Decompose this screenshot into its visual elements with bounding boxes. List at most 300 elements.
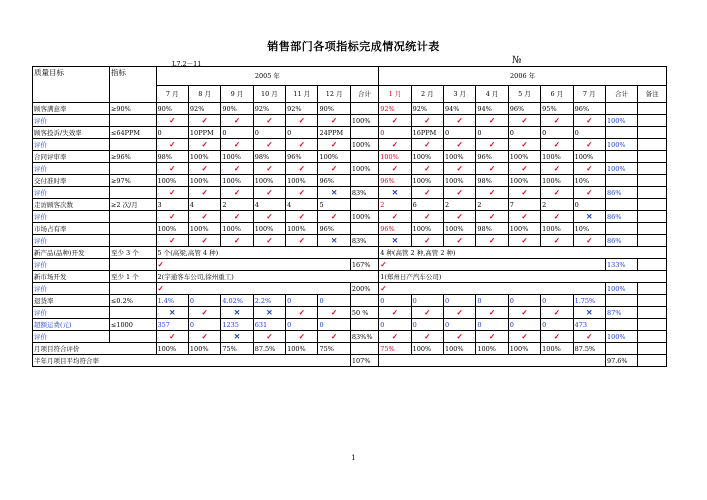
value-cell: 10PPM bbox=[188, 127, 220, 139]
eval-mark bbox=[286, 163, 318, 175]
eval-total: 100% bbox=[605, 115, 637, 127]
value-cell: 2 bbox=[379, 199, 411, 211]
eval-total: 87% bbox=[605, 307, 637, 319]
eval-mark bbox=[379, 187, 411, 199]
check-mark-icon: ✓ bbox=[456, 187, 463, 197]
check-mark-icon: ✓ bbox=[521, 235, 528, 245]
eval-mark bbox=[253, 163, 285, 175]
value-cell: 92% bbox=[253, 103, 285, 115]
evaluation-target bbox=[109, 187, 156, 199]
cross-mark-icon: ✕ bbox=[266, 307, 273, 317]
total-cell bbox=[605, 199, 637, 211]
eval-mark bbox=[508, 139, 540, 151]
eval-mark bbox=[253, 307, 285, 319]
check-mark-icon: ✓ bbox=[298, 139, 305, 149]
check-mark-icon: ✓ bbox=[391, 307, 399, 317]
check-mark-icon: ✓ bbox=[233, 163, 241, 173]
value-cell: 4.02% bbox=[221, 295, 253, 307]
value-cell: 100% bbox=[541, 151, 573, 163]
check-mark-icon: ✓ bbox=[586, 163, 593, 173]
eval-mark bbox=[541, 211, 573, 223]
eval-mark bbox=[379, 259, 606, 271]
check-mark-icon: ✓ bbox=[488, 331, 496, 341]
eval-total: 50 % bbox=[350, 307, 378, 319]
eval-total: 86% bbox=[605, 187, 637, 199]
value-cell: 100% bbox=[508, 151, 540, 163]
total-cell bbox=[350, 103, 378, 115]
check-mark-icon: ✓ bbox=[201, 235, 208, 245]
check-mark-icon: ✓ bbox=[266, 331, 273, 341]
check-mark-icon: ✓ bbox=[201, 115, 208, 125]
metric-row bbox=[33, 199, 667, 211]
eval-mark bbox=[318, 307, 350, 319]
value-cell: 0 bbox=[508, 295, 540, 307]
metric-target: ≥2 次/月 bbox=[109, 199, 156, 211]
value-cell: 100% bbox=[541, 343, 573, 355]
eval-mark bbox=[286, 115, 318, 127]
check-mark-icon: ✓ bbox=[169, 331, 176, 341]
check-mark-icon: ✓ bbox=[586, 115, 593, 125]
check-mark-icon: ✓ bbox=[553, 187, 561, 197]
check-mark-icon: ✓ bbox=[298, 235, 305, 245]
cross-mark-icon: ✕ bbox=[331, 235, 338, 245]
value-cell: 94% bbox=[444, 103, 476, 115]
value-cell: 96% bbox=[318, 223, 350, 235]
metric-name: 顾客满意率 bbox=[33, 103, 110, 115]
value-cell: 100% bbox=[411, 343, 443, 355]
value-cell: 100% bbox=[188, 175, 220, 187]
remark-cell bbox=[638, 187, 667, 199]
eval-total: 133% bbox=[605, 259, 637, 271]
value-cell: 100% bbox=[508, 223, 540, 235]
eval-total: 100% bbox=[350, 163, 378, 175]
eval-mark bbox=[444, 139, 476, 151]
cross-mark-icon: ✕ bbox=[391, 187, 399, 197]
metric-row bbox=[33, 223, 667, 235]
check-mark-icon: ✓ bbox=[298, 115, 305, 125]
evaluation-target bbox=[109, 115, 156, 127]
value-cell: 0 bbox=[573, 127, 605, 139]
value-cell: 2 bbox=[444, 199, 476, 211]
value-cell: 0 bbox=[379, 295, 411, 307]
check-mark-icon: ✓ bbox=[331, 115, 338, 125]
remark-cell bbox=[638, 151, 667, 163]
check-mark-icon: ✓ bbox=[266, 235, 273, 245]
eval-mark bbox=[379, 139, 411, 151]
eval-mark bbox=[253, 211, 285, 223]
remark-cell bbox=[638, 331, 667, 343]
value-cell: 6 bbox=[411, 199, 443, 211]
check-mark-icon: ✓ bbox=[553, 115, 561, 125]
eval-mark bbox=[188, 139, 220, 151]
metric-name: 新市场开发 bbox=[33, 271, 110, 283]
remark-cell bbox=[638, 355, 667, 367]
value-cell: 100% bbox=[188, 151, 220, 163]
eval-mark bbox=[318, 115, 350, 127]
value-cell: 96% bbox=[379, 175, 411, 187]
check-mark-icon: ✓ bbox=[586, 331, 593, 341]
value-cell: 87.5% bbox=[253, 343, 285, 355]
check-mark-icon: ✓ bbox=[424, 115, 431, 125]
metric-target: ≤1000 bbox=[109, 319, 156, 331]
total-cell bbox=[350, 295, 378, 307]
eval-mark bbox=[541, 139, 573, 151]
value-cell: 0 bbox=[318, 295, 350, 307]
check-mark-icon: ✓ bbox=[553, 163, 561, 173]
value-cell: 0 bbox=[156, 127, 188, 139]
value-cell: 2.2% bbox=[253, 295, 285, 307]
eval-mark bbox=[508, 163, 540, 175]
half-year-blank bbox=[379, 355, 606, 367]
check-mark-icon: ✓ bbox=[521, 115, 528, 125]
value-cell: 100% bbox=[444, 151, 476, 163]
check-mark-icon: ✓ bbox=[157, 283, 164, 293]
evaluation-label: 评价 bbox=[33, 283, 110, 295]
month-header: 6 月 bbox=[541, 86, 573, 103]
remark-cell bbox=[638, 115, 667, 127]
value-cell: 0 bbox=[541, 295, 573, 307]
eval-mark bbox=[379, 235, 411, 247]
eval-mark bbox=[156, 115, 188, 127]
check-mark-icon: ✓ bbox=[456, 235, 463, 245]
eval-mark bbox=[221, 235, 253, 247]
value-cell: 90% bbox=[318, 103, 350, 115]
month-header: 9 月 bbox=[221, 86, 253, 103]
month-header: 3 月 bbox=[444, 86, 476, 103]
document-code: L7.2－11 bbox=[172, 60, 202, 68]
value-cell: 96% bbox=[318, 175, 350, 187]
remark-cell bbox=[638, 103, 667, 115]
eval-mark bbox=[286, 187, 318, 199]
check-mark-icon: ✓ bbox=[380, 283, 387, 293]
header-year-2006: 2006 年 bbox=[379, 67, 667, 86]
value-cell: 0 bbox=[286, 127, 318, 139]
evaluation-row bbox=[33, 259, 667, 271]
value-cell: 2 bbox=[476, 199, 508, 211]
value-cell: 100% bbox=[411, 223, 443, 235]
eval-mark bbox=[411, 331, 443, 343]
eval-mark bbox=[508, 187, 540, 199]
monthly-label: 月项目符合评价 bbox=[33, 343, 157, 355]
value-cell: 100% bbox=[379, 151, 411, 163]
metric-name: 市场占有率 bbox=[33, 223, 110, 235]
eval-total: 83% bbox=[350, 187, 378, 199]
value-cell: 92% bbox=[286, 103, 318, 115]
eval-mark bbox=[253, 187, 285, 199]
total-header: 合计 bbox=[605, 86, 637, 103]
remark-cell bbox=[638, 163, 667, 175]
check-mark-icon: ✓ bbox=[521, 139, 528, 149]
eval-mark bbox=[221, 307, 253, 319]
total-header: 合计 bbox=[350, 86, 378, 103]
metric-target bbox=[109, 223, 156, 235]
check-mark-icon: ✓ bbox=[424, 163, 431, 173]
check-mark-icon: ✓ bbox=[424, 211, 431, 221]
total-cell bbox=[350, 343, 378, 355]
value-cell: 100% bbox=[541, 175, 573, 187]
check-mark-icon: ✓ bbox=[233, 211, 241, 221]
number-label: № bbox=[512, 55, 522, 66]
eval-mark bbox=[379, 283, 606, 295]
eval-mark bbox=[286, 139, 318, 151]
metric-target: ≤0.2% bbox=[109, 295, 156, 307]
metric-name: 超额运费(元) bbox=[33, 319, 110, 331]
eval-mark bbox=[573, 211, 605, 223]
check-mark-icon: ✓ bbox=[586, 139, 593, 149]
eval-mark bbox=[318, 163, 350, 175]
check-mark-icon: ✓ bbox=[380, 259, 387, 269]
eval-mark bbox=[379, 307, 411, 319]
metric-target: ≥96% bbox=[109, 151, 156, 163]
check-mark-icon: ✓ bbox=[331, 307, 338, 317]
value-cell: 87.5% bbox=[573, 343, 605, 355]
metric-target: 至少 3 个 bbox=[109, 247, 156, 259]
eval-mark bbox=[286, 307, 318, 319]
evaluation-label: 评价 bbox=[33, 331, 110, 343]
value-cell: 0 bbox=[411, 295, 443, 307]
metric-row bbox=[33, 271, 667, 283]
eval-mark bbox=[444, 187, 476, 199]
total-cell bbox=[605, 151, 637, 163]
remark-header: 备注 bbox=[638, 86, 667, 103]
metric-name: 走访顾客次数 bbox=[33, 199, 110, 211]
check-mark-icon: ✓ bbox=[521, 307, 528, 317]
page-number: 1 bbox=[351, 454, 356, 462]
evaluation-label: 评价 bbox=[33, 307, 110, 319]
value-cell: 90% bbox=[221, 103, 253, 115]
check-mark-icon: ✓ bbox=[424, 331, 431, 341]
remark-cell bbox=[638, 295, 667, 307]
remark-cell bbox=[638, 199, 667, 211]
value-cell: 100% bbox=[221, 223, 253, 235]
check-mark-icon: ✓ bbox=[488, 139, 496, 149]
eval-mark bbox=[444, 307, 476, 319]
evaluation-label: 评价 bbox=[33, 235, 110, 247]
eval-total: 100% bbox=[605, 139, 637, 151]
check-mark-icon: ✓ bbox=[169, 211, 176, 221]
value-cell: 100% bbox=[411, 151, 443, 163]
value-cell: 357 bbox=[156, 319, 188, 331]
check-mark-icon: ✓ bbox=[298, 163, 305, 173]
check-mark-icon: ✓ bbox=[586, 235, 593, 245]
eval-mark bbox=[411, 307, 443, 319]
eval-mark bbox=[188, 187, 220, 199]
eval-mark bbox=[188, 115, 220, 127]
value-cell: 98% bbox=[476, 223, 508, 235]
check-mark-icon: ✓ bbox=[424, 307, 431, 317]
check-mark-icon: ✓ bbox=[169, 187, 176, 197]
check-mark-icon: ✓ bbox=[488, 163, 496, 173]
check-mark-icon: ✓ bbox=[298, 307, 305, 317]
eval-total: 100% bbox=[350, 139, 378, 151]
remark-cell bbox=[638, 127, 667, 139]
check-mark-icon: ✓ bbox=[266, 163, 273, 173]
cross-mark-icon: ✕ bbox=[391, 235, 399, 245]
check-mark-icon: ✓ bbox=[521, 163, 528, 173]
value-cell: 100% bbox=[444, 223, 476, 235]
check-mark-icon: ✓ bbox=[169, 235, 176, 245]
eval-mark bbox=[476, 211, 508, 223]
header-year-2005: 2005 年 bbox=[156, 67, 379, 86]
evaluation-target bbox=[109, 259, 156, 271]
eval-mark bbox=[156, 331, 188, 343]
value-cell: 16PPM bbox=[411, 127, 443, 139]
text-2006: 4 种(高管 2 种,高管 2 种) bbox=[379, 247, 667, 259]
check-mark-icon: ✓ bbox=[266, 139, 273, 149]
month-header: 11 月 bbox=[286, 86, 318, 103]
value-cell: 0 bbox=[508, 127, 540, 139]
eval-mark bbox=[541, 115, 573, 127]
value-cell: 100% bbox=[286, 343, 318, 355]
remark-cell bbox=[638, 223, 667, 235]
eval-mark bbox=[221, 115, 253, 127]
month-header: 5 月 bbox=[508, 86, 540, 103]
check-mark-icon: ✓ bbox=[586, 187, 593, 197]
value-cell: 100% bbox=[541, 223, 573, 235]
header-quality-goal: 质量目标 bbox=[33, 67, 110, 103]
value-cell: 100% bbox=[286, 175, 318, 187]
month-header: 2 月 bbox=[411, 86, 443, 103]
remark-cell bbox=[638, 139, 667, 151]
eval-mark bbox=[476, 187, 508, 199]
total-cell bbox=[350, 319, 378, 331]
month-header: 7 月 bbox=[573, 86, 605, 103]
eval-total: 100% bbox=[605, 283, 637, 295]
eval-total: 100% bbox=[605, 163, 637, 175]
total-cell bbox=[350, 151, 378, 163]
total-cell bbox=[350, 199, 378, 211]
statistics-table bbox=[32, 66, 667, 367]
total-cell bbox=[350, 175, 378, 187]
value-cell: 1235 bbox=[221, 319, 253, 331]
month-header: 12 月 bbox=[318, 86, 350, 103]
value-cell: 95% bbox=[541, 103, 573, 115]
text-2006: 1(郑州日产汽车公司) bbox=[379, 271, 667, 283]
total-cell bbox=[350, 127, 378, 139]
eval-mark bbox=[541, 163, 573, 175]
eval-total: 83%% bbox=[350, 331, 378, 343]
total-cell bbox=[605, 223, 637, 235]
evaluation-label: 评价 bbox=[33, 259, 110, 271]
check-mark-icon: ✓ bbox=[521, 187, 528, 197]
check-mark-icon: ✓ bbox=[233, 139, 241, 149]
value-cell: 100% bbox=[573, 151, 605, 163]
value-cell: 100% bbox=[508, 175, 540, 187]
eval-mark bbox=[444, 235, 476, 247]
value-cell: 0 bbox=[573, 199, 605, 211]
eval-mark bbox=[444, 115, 476, 127]
eval-mark bbox=[508, 235, 540, 247]
value-cell: 100% bbox=[476, 343, 508, 355]
check-mark-icon: ✓ bbox=[521, 211, 528, 221]
eval-mark bbox=[221, 331, 253, 343]
value-cell: 7 bbox=[508, 199, 540, 211]
eval-mark bbox=[156, 283, 350, 295]
eval-mark bbox=[156, 211, 188, 223]
value-cell: 0 bbox=[221, 127, 253, 139]
value-cell: 1.4% bbox=[156, 295, 188, 307]
eval-mark bbox=[444, 211, 476, 223]
eval-mark bbox=[221, 211, 253, 223]
check-mark-icon: ✓ bbox=[233, 115, 241, 125]
check-mark-icon: ✓ bbox=[169, 139, 176, 149]
eval-total: 100% bbox=[350, 211, 378, 223]
value-cell: 100% bbox=[188, 223, 220, 235]
metric-row bbox=[33, 103, 667, 115]
half-year-2006: 97.6% bbox=[605, 355, 637, 367]
eval-mark bbox=[156, 139, 188, 151]
page-title: 销售部门各项指标完成情况统计表 bbox=[267, 40, 440, 53]
value-cell: 5 bbox=[318, 199, 350, 211]
value-cell: 100% bbox=[411, 175, 443, 187]
eval-mark bbox=[188, 307, 220, 319]
value-cell: 0 bbox=[411, 319, 443, 331]
check-mark-icon: ✓ bbox=[233, 235, 241, 245]
eval-mark bbox=[188, 235, 220, 247]
eval-mark bbox=[379, 331, 411, 343]
metric-name: 退货率 bbox=[33, 295, 110, 307]
evaluation-target bbox=[109, 331, 156, 343]
value-cell: 100% bbox=[156, 343, 188, 355]
eval-mark bbox=[573, 187, 605, 199]
half-year-row bbox=[33, 355, 667, 367]
eval-total: 167% bbox=[350, 259, 378, 271]
eval-mark bbox=[411, 139, 443, 151]
eval-mark bbox=[573, 331, 605, 343]
check-mark-icon: ✓ bbox=[331, 211, 338, 221]
eval-mark bbox=[541, 331, 573, 343]
metric-target: ≥90% bbox=[109, 103, 156, 115]
remark-cell bbox=[638, 343, 667, 355]
remark-cell bbox=[638, 211, 667, 223]
value-cell: 92% bbox=[411, 103, 443, 115]
value-cell: 0 bbox=[188, 295, 220, 307]
eval-mark bbox=[318, 235, 350, 247]
check-mark-icon: ✓ bbox=[391, 331, 399, 341]
value-cell: 100% bbox=[156, 175, 188, 187]
value-cell: 98% bbox=[156, 151, 188, 163]
eval-mark bbox=[476, 163, 508, 175]
evaluation-target bbox=[109, 283, 156, 295]
eval-mark bbox=[476, 331, 508, 343]
value-cell: 631 bbox=[253, 319, 285, 331]
monthly-compliance-row bbox=[33, 343, 667, 355]
check-mark-icon: ✓ bbox=[331, 331, 338, 341]
eval-mark bbox=[318, 187, 350, 199]
value-cell: 94% bbox=[476, 103, 508, 115]
evaluation-target bbox=[109, 211, 156, 223]
total-cell bbox=[605, 295, 637, 307]
check-mark-icon: ✓ bbox=[201, 211, 208, 221]
eval-mark bbox=[156, 235, 188, 247]
value-cell: 96% bbox=[379, 223, 411, 235]
eval-mark bbox=[573, 307, 605, 319]
value-cell: 10% bbox=[573, 175, 605, 187]
value-cell: 473 bbox=[573, 319, 605, 331]
check-mark-icon: ✓ bbox=[169, 163, 176, 173]
value-cell: 0 bbox=[444, 319, 476, 331]
value-cell: 98% bbox=[253, 151, 285, 163]
value-cell: 4 bbox=[253, 199, 285, 211]
value-cell: 0 bbox=[541, 127, 573, 139]
eval-mark bbox=[411, 211, 443, 223]
metric-target: ≤64PPM bbox=[109, 127, 156, 139]
evaluation-row bbox=[33, 139, 667, 151]
evaluation-label: 评价 bbox=[33, 115, 110, 127]
eval-mark bbox=[156, 163, 188, 175]
eval-mark bbox=[508, 115, 540, 127]
header-indicator: 指标 bbox=[109, 67, 156, 103]
